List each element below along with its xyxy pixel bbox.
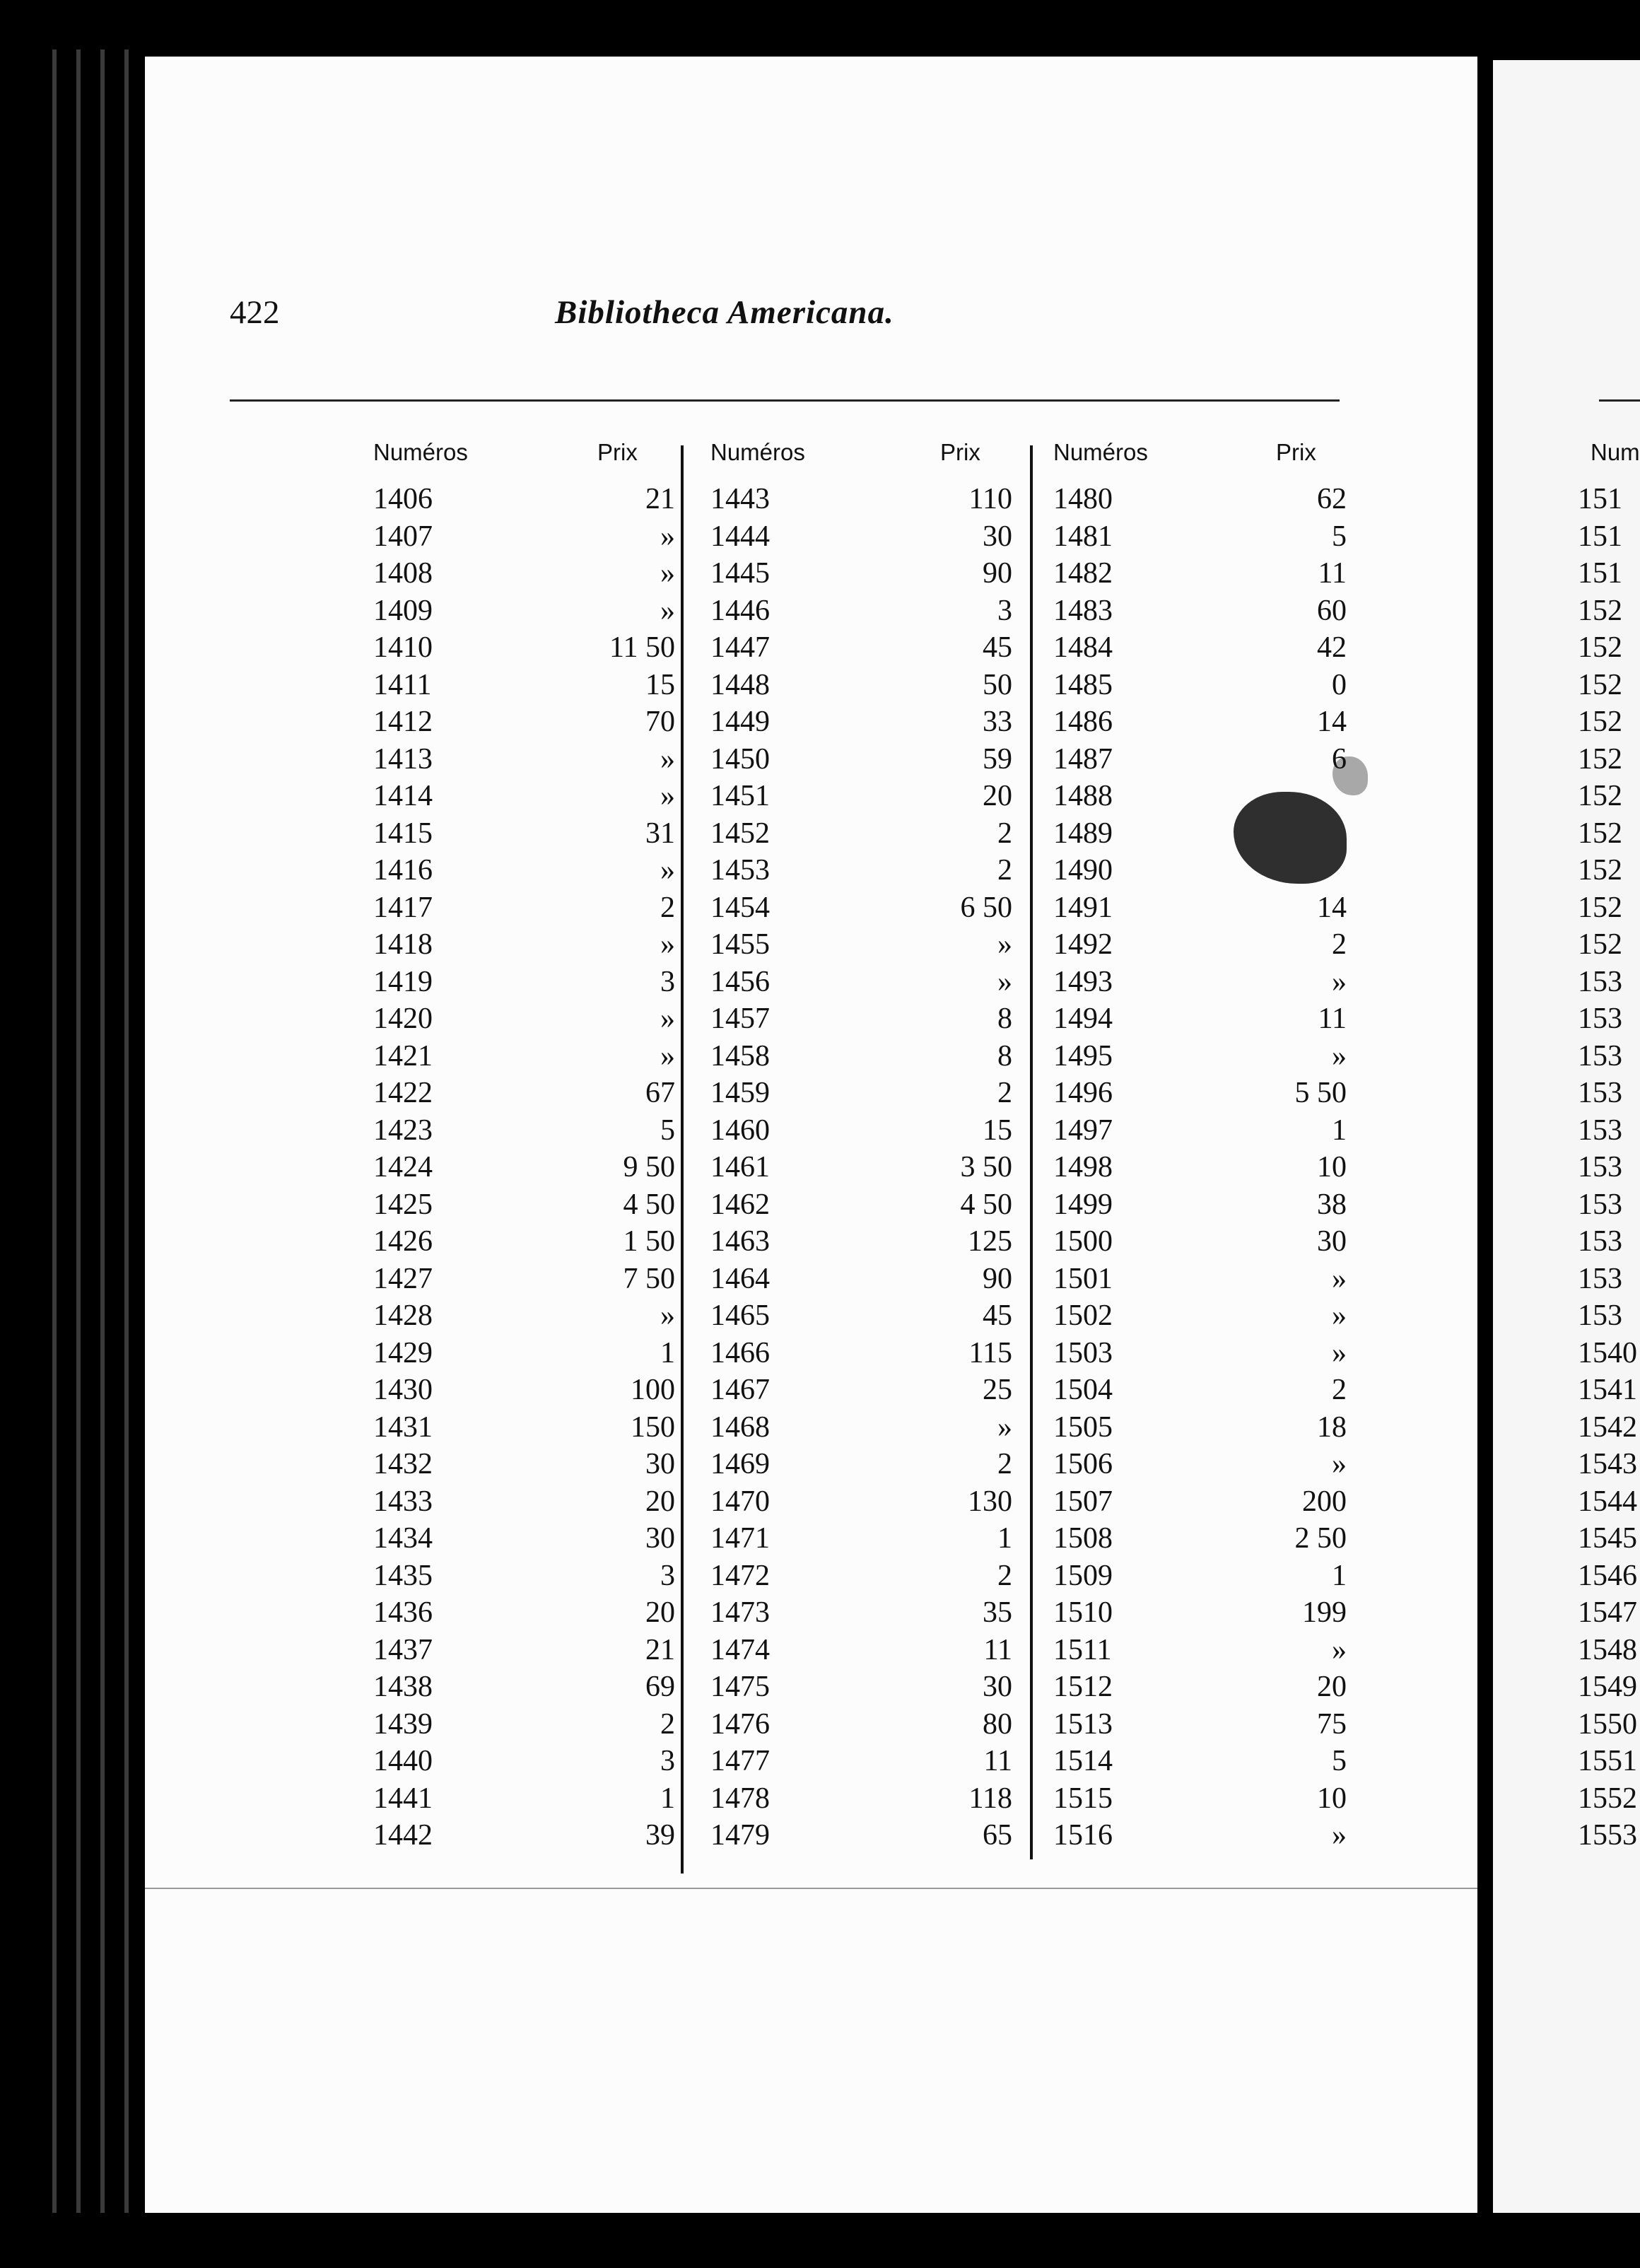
right-page-numero: 1548 <box>1578 1633 1637 1666</box>
prix-cell: 45 <box>983 631 1012 664</box>
right-page-numero: 152 <box>1578 631 1622 664</box>
prix-cell: 65 <box>983 1819 1012 1852</box>
prix-cell: 2 <box>997 854 1012 887</box>
numero-cell: 1477 <box>710 1745 770 1777</box>
prix-cell <box>1241 815 1347 852</box>
prix-cell <box>1241 778 1347 814</box>
right-page-numero: 153 <box>1578 1077 1622 1109</box>
numero-cell: 1504 <box>1053 1374 1113 1406</box>
right-page-numero: 1542 <box>1578 1410 1637 1444</box>
numero-cell: 1470 <box>710 1485 770 1518</box>
prix-cell: 70 <box>645 706 675 738</box>
prix-cell: 15 <box>983 1113 1012 1147</box>
right-page-numero: 1551 <box>1578 1745 1637 1777</box>
prix-cell: » <box>660 557 675 590</box>
numero-cell: 1414 <box>373 780 433 812</box>
prix-cell: 15 <box>645 668 675 701</box>
numero-cell: 1429 <box>373 1336 433 1369</box>
numero-cell: 1473 <box>710 1596 770 1629</box>
right-page-numero: 1546 <box>1578 1559 1637 1592</box>
numero-cell: 1481 <box>1053 520 1113 553</box>
prix-cell: 3 <box>660 965 675 998</box>
right-page-numero: 153 <box>1578 1151 1622 1183</box>
prix-cell: 100 <box>631 1374 675 1406</box>
prix-cell: 2 <box>660 891 675 924</box>
prix-cell: 45 <box>983 1299 1012 1332</box>
numero-cell: 1409 <box>373 594 433 627</box>
numero-cell: 1406 <box>373 483 433 515</box>
right-page-numero: 152 <box>1578 742 1622 776</box>
right-page-numero: 152 <box>1578 594 1622 627</box>
numero-cell: 1438 <box>373 1671 433 1703</box>
numero-cell: 1466 <box>710 1336 770 1369</box>
numero-cell: 1509 <box>1053 1559 1113 1592</box>
numero-cell: 1480 <box>1053 483 1113 515</box>
numero-cell: 1431 <box>373 1410 433 1444</box>
numero-cell: 1507 <box>1053 1485 1113 1518</box>
numero-cell: 1483 <box>1053 594 1113 627</box>
right-page-numero: 153 <box>1578 1299 1622 1332</box>
prix-cell: 8 <box>997 1039 1012 1072</box>
numero-cell: 1453 <box>710 854 770 887</box>
numero-cell: 1451 <box>710 780 770 812</box>
prix-cell: 6 50 <box>960 891 1012 924</box>
numero-cell: 1427 <box>373 1262 433 1295</box>
prix-cell: 2 <box>660 1707 675 1741</box>
prix-cell: 20 <box>645 1485 675 1518</box>
numero-cell: 1439 <box>373 1707 433 1741</box>
numero-cell: 1495 <box>1053 1039 1113 1072</box>
numero-cell: 1433 <box>373 1485 433 1518</box>
numero-cell: 1465 <box>710 1299 770 1332</box>
numero-cell: 1407 <box>373 520 433 553</box>
prix-cell: 5 <box>660 1113 675 1147</box>
numero-cell: 1416 <box>373 854 433 887</box>
right-page-numero: 1544 <box>1578 1485 1637 1518</box>
numero-cell: 1474 <box>710 1633 770 1666</box>
numero-cell: 1411 <box>373 668 432 701</box>
numero-cell: 1489 <box>1053 817 1113 850</box>
numero-cell: 1500 <box>1053 1225 1113 1258</box>
right-page-numero: 1553 <box>1578 1819 1637 1852</box>
numero-cell: 1491 <box>1053 891 1113 924</box>
prix-cell: 10 <box>1317 1782 1347 1815</box>
right-page-numero: 152 <box>1578 668 1622 701</box>
col2-prix-header: Prix <box>940 439 980 465</box>
numero-cell: 1502 <box>1053 1299 1113 1332</box>
prix-cell: 62 <box>1317 483 1347 515</box>
numero-cell: 1494 <box>1053 1003 1113 1035</box>
numero-cell: 1492 <box>1053 928 1113 961</box>
prix-cell: 2 50 <box>1294 1522 1347 1555</box>
prix-cell: 30 <box>645 1522 675 1555</box>
numero-cell: 1448 <box>710 668 770 701</box>
prix-cell: » <box>660 780 675 812</box>
prix-cell: » <box>1332 1262 1347 1295</box>
prix-cell: » <box>1332 965 1347 998</box>
numero-cell: 1434 <box>373 1522 433 1555</box>
right-page-numero: 153 <box>1578 1188 1622 1221</box>
numero-cell: 1456 <box>710 965 770 998</box>
prix-cell: » <box>660 928 675 961</box>
prix-cell: 115 <box>968 1336 1012 1369</box>
right-page-numero: 151 <box>1578 483 1622 515</box>
prix-cell: 2 <box>997 817 1012 850</box>
numero-cell: 1497 <box>1053 1113 1113 1147</box>
prix-cell: 20 <box>1317 1671 1347 1703</box>
prix-cell: 39 <box>645 1819 675 1852</box>
right-page-numero: 1552 <box>1578 1782 1637 1815</box>
numero-cell: 1450 <box>710 742 770 776</box>
prix-cell: » <box>660 854 675 887</box>
numero-cell: 1505 <box>1053 1410 1113 1444</box>
prix-cell: 35 <box>983 1596 1012 1629</box>
numero-cell: 1479 <box>710 1819 770 1852</box>
bottom-rule <box>145 1888 1477 1889</box>
numero-cell: 1478 <box>710 1782 770 1815</box>
prix-cell: 30 <box>983 520 1012 553</box>
prix-cell: 8 <box>997 1003 1012 1035</box>
numero-cell: 1449 <box>710 706 770 738</box>
col3-prix-header: Prix <box>1276 439 1316 465</box>
prix-cell: 2 <box>997 1559 1012 1592</box>
numero-cell: 1498 <box>1053 1151 1113 1183</box>
numero-cell: 1486 <box>1053 706 1113 738</box>
right-page-numero: 153 <box>1578 1039 1622 1072</box>
header-rule <box>230 399 1340 402</box>
page-title: Bibliotheca Americana. <box>555 294 894 331</box>
numero-cell: 1493 <box>1053 965 1113 998</box>
numero-cell: 1515 <box>1053 1782 1113 1815</box>
prix-cell: 20 <box>645 1596 675 1629</box>
prix-cell: » <box>1332 1819 1347 1852</box>
numero-cell: 1476 <box>710 1707 770 1741</box>
numero-cell: 1415 <box>373 817 433 850</box>
numero-cell: 1510 <box>1053 1596 1113 1629</box>
right-page-numero: 151 <box>1578 557 1622 590</box>
prix-cell: 118 <box>968 1782 1012 1815</box>
prix-cell: 1 50 <box>623 1225 675 1258</box>
prix-cell: 9 50 <box>623 1151 675 1183</box>
column-divider-1 <box>681 445 684 1874</box>
prix-cell: 3 <box>660 1559 675 1592</box>
numero-cell: 1461 <box>710 1151 770 1183</box>
numero-cell: 1460 <box>710 1113 770 1147</box>
prix-cell: 2 <box>997 1077 1012 1109</box>
numero-cell: 1436 <box>373 1596 433 1629</box>
prix-cell: 2 <box>997 1448 1012 1480</box>
numero-cell: 1501 <box>1053 1262 1113 1295</box>
numero-cell: 1445 <box>710 557 770 590</box>
prix-cell: » <box>1332 1633 1347 1666</box>
prix-cell: 3 50 <box>960 1151 1012 1183</box>
numero-cell: 1487 <box>1053 742 1113 776</box>
numero-cell: 1506 <box>1053 1448 1113 1480</box>
prix-cell: 30 <box>645 1448 675 1480</box>
prix-cell: 5 <box>1332 520 1347 553</box>
prix-cell: 0 <box>1332 668 1347 701</box>
prix-cell: 69 <box>645 1671 675 1703</box>
prix-cell: 110 <box>968 483 1012 515</box>
numero-cell: 1457 <box>710 1003 770 1035</box>
prix-cell: » <box>660 742 675 776</box>
prix-cell: » <box>1332 1448 1347 1480</box>
numero-cell: 1428 <box>373 1299 433 1332</box>
prix-cell: 1 <box>1332 1559 1347 1592</box>
prix-cell: » <box>660 1003 675 1035</box>
prix-cell: 7 50 <box>623 1262 675 1295</box>
prix-cell: » <box>997 965 1012 998</box>
right-page-numero: 151 <box>1578 520 1622 553</box>
right-page-numero: 153 <box>1578 1262 1622 1295</box>
prix-cell: 1 <box>997 1522 1012 1555</box>
numero-cell: 1437 <box>373 1633 433 1666</box>
prix-cell: 199 <box>1302 1596 1347 1629</box>
prix-cell: 75 <box>1317 1707 1347 1741</box>
prix-cell: 90 <box>983 1262 1012 1295</box>
right-page-numero: 1540 <box>1578 1336 1637 1369</box>
right-page-numero: 152 <box>1578 780 1622 812</box>
numero-cell: 1469 <box>710 1448 770 1480</box>
prix-cell: 11 <box>1318 557 1347 590</box>
column-divider-2 <box>1030 445 1033 1859</box>
right-page-numero: 152 <box>1578 928 1622 961</box>
prix-cell: 11 50 <box>609 631 675 664</box>
numero-cell: 1452 <box>710 817 770 850</box>
numero-cell: 1485 <box>1053 668 1113 701</box>
numero-cell: 1417 <box>373 891 433 924</box>
numero-cell: 1413 <box>373 742 433 776</box>
numero-cell: 1412 <box>373 706 433 738</box>
prix-cell: 30 <box>1317 1225 1347 1258</box>
numero-cell: 1446 <box>710 594 770 627</box>
numero-cell: 1482 <box>1053 557 1113 590</box>
prix-cell: » <box>997 1410 1012 1444</box>
prix-cell: 4 50 <box>960 1188 1012 1221</box>
numero-cell: 1419 <box>373 965 433 998</box>
prix-cell: 130 <box>968 1485 1012 1518</box>
prix-cell: 150 <box>631 1410 675 1444</box>
prix-cell: » <box>660 1039 675 1072</box>
numero-cell: 1496 <box>1053 1077 1113 1109</box>
prix-cell: 11 <box>983 1745 1012 1777</box>
prix-cell: » <box>997 928 1012 961</box>
right-page-numero: 152 <box>1578 854 1622 887</box>
prix-cell: 1 <box>1332 1113 1347 1147</box>
numero-cell: 1443 <box>710 483 770 515</box>
numero-cell: 1408 <box>373 557 433 590</box>
numero-cell: 1432 <box>373 1448 433 1480</box>
numero-cell: 1467 <box>710 1374 770 1406</box>
prix-cell: 3 <box>660 1745 675 1777</box>
prix-cell: 14 <box>1317 706 1347 738</box>
numero-cell: 1459 <box>710 1077 770 1109</box>
prix-cell: 50 <box>983 668 1012 701</box>
numero-cell: 1463 <box>710 1225 770 1258</box>
numero-cell: 1455 <box>710 928 770 961</box>
prix-cell: 3 <box>997 594 1012 627</box>
right-page-numero: 1550 <box>1578 1707 1637 1741</box>
prix-cell: 59 <box>983 742 1012 776</box>
right-page-numero: 153 <box>1578 1225 1622 1258</box>
numero-cell: 1422 <box>373 1077 433 1109</box>
prix-cell: » <box>660 594 675 627</box>
numero-cell: 1508 <box>1053 1522 1113 1555</box>
prix-cell: 30 <box>983 1671 1012 1703</box>
prix-cell: 31 <box>645 817 675 850</box>
prix-cell: » <box>1332 1039 1347 1072</box>
prix-cell: 125 <box>968 1225 1012 1258</box>
prix-cell: » <box>660 520 675 553</box>
prix-cell: 1 <box>660 1336 675 1369</box>
prix-cell: 200 <box>1302 1485 1347 1518</box>
numero-cell: 1472 <box>710 1559 770 1592</box>
prix-cell: » <box>660 1299 675 1332</box>
prix-cell: 90 <box>983 557 1012 590</box>
numero-cell: 1447 <box>710 631 770 664</box>
prix-cell: 42 <box>1317 631 1347 664</box>
numero-cell: 1410 <box>373 631 433 664</box>
right-page-numero: 153 <box>1578 1113 1622 1147</box>
col1-numeros-header: Numéros <box>373 439 468 465</box>
numero-cell: 1471 <box>710 1522 770 1555</box>
numero-cell: 1468 <box>710 1410 770 1444</box>
prix-cell <box>1241 852 1347 889</box>
numero-cell: 1424 <box>373 1151 433 1183</box>
right-numeros-header: Num <box>1591 439 1640 465</box>
numero-cell: 1488 <box>1053 780 1113 812</box>
numero-cell: 1444 <box>710 520 770 553</box>
right-page-numero: 1545 <box>1578 1522 1637 1555</box>
prix-cell: 14 <box>1317 891 1347 924</box>
prix-cell: 21 <box>645 483 675 515</box>
prix-cell: 60 <box>1317 594 1347 627</box>
numero-cell: 1484 <box>1053 631 1113 664</box>
prix-cell: 2 <box>1332 1374 1347 1406</box>
numero-cell: 1511 <box>1053 1633 1112 1666</box>
right-page-numero: 1547 <box>1578 1596 1637 1629</box>
prix-cell: 21 <box>645 1633 675 1666</box>
right-page-numero: 153 <box>1578 1003 1622 1035</box>
numero-cell: 1423 <box>373 1113 433 1147</box>
numero-cell: 1442 <box>373 1819 433 1852</box>
prix-cell: 11 <box>1318 1003 1347 1035</box>
prix-cell: 25 <box>983 1374 1012 1406</box>
book-binding-edge <box>42 49 148 2213</box>
numero-cell: 1435 <box>373 1559 433 1592</box>
col1-prix-header: Prix <box>597 439 638 465</box>
numero-cell: 1516 <box>1053 1819 1113 1852</box>
numero-cell: 1440 <box>373 1745 433 1777</box>
numero-cell: 1418 <box>373 928 433 961</box>
prix-cell: 10 <box>1317 1151 1347 1183</box>
numero-cell: 1430 <box>373 1374 433 1406</box>
numero-cell: 1503 <box>1053 1336 1113 1369</box>
right-page-numero: 152 <box>1578 706 1622 738</box>
prix-cell: 11 <box>983 1633 1012 1666</box>
prix-cell: 2 <box>1332 928 1347 961</box>
prix-cell: 5 <box>1332 1745 1347 1777</box>
numero-cell: 1458 <box>710 1039 770 1072</box>
numero-cell: 1512 <box>1053 1671 1113 1703</box>
right-page-numero: 153 <box>1578 965 1622 998</box>
prix-cell: 80 <box>983 1707 1012 1741</box>
prix-cell: 18 <box>1317 1410 1347 1444</box>
prix-cell: 33 <box>983 706 1012 738</box>
numero-cell: 1421 <box>373 1039 433 1072</box>
numero-cell: 1513 <box>1053 1707 1113 1741</box>
numero-cell: 1490 <box>1053 854 1113 887</box>
right-page-numero: 1549 <box>1578 1671 1637 1703</box>
prix-cell: 1 <box>660 1782 675 1815</box>
numero-cell: 1499 <box>1053 1188 1113 1221</box>
col2-numeros-header: Numéros <box>710 439 805 465</box>
prix-cell: 67 <box>645 1077 675 1109</box>
col3-numeros-header: Numéros <box>1053 439 1148 465</box>
numero-cell: 1475 <box>710 1671 770 1703</box>
numero-cell: 1454 <box>710 891 770 924</box>
right-header-rule <box>1599 399 1640 402</box>
page-number: 422 <box>230 294 280 331</box>
prix-cell: » <box>1332 1299 1347 1332</box>
prix-cell: 4 50 <box>623 1188 675 1221</box>
right-page-numero: 1543 <box>1578 1448 1637 1480</box>
prix-cell: 38 <box>1317 1188 1347 1221</box>
numero-cell: 1441 <box>373 1782 433 1815</box>
numero-cell: 1462 <box>710 1188 770 1221</box>
right-page-numero: 152 <box>1578 891 1622 924</box>
prix-cell: 20 <box>983 780 1012 812</box>
prix-cell: » <box>1332 1336 1347 1369</box>
numero-cell: 1514 <box>1053 1745 1113 1777</box>
numero-cell: 1464 <box>710 1262 770 1295</box>
right-page-numero: 152 <box>1578 817 1622 850</box>
right-page-numero: 1541 <box>1578 1374 1637 1406</box>
prix-cell: 6 <box>1332 742 1347 776</box>
prix-cell: 5 50 <box>1294 1077 1347 1109</box>
numero-cell: 1420 <box>373 1003 433 1035</box>
numero-cell: 1425 <box>373 1188 433 1221</box>
numero-cell: 1426 <box>373 1225 433 1258</box>
